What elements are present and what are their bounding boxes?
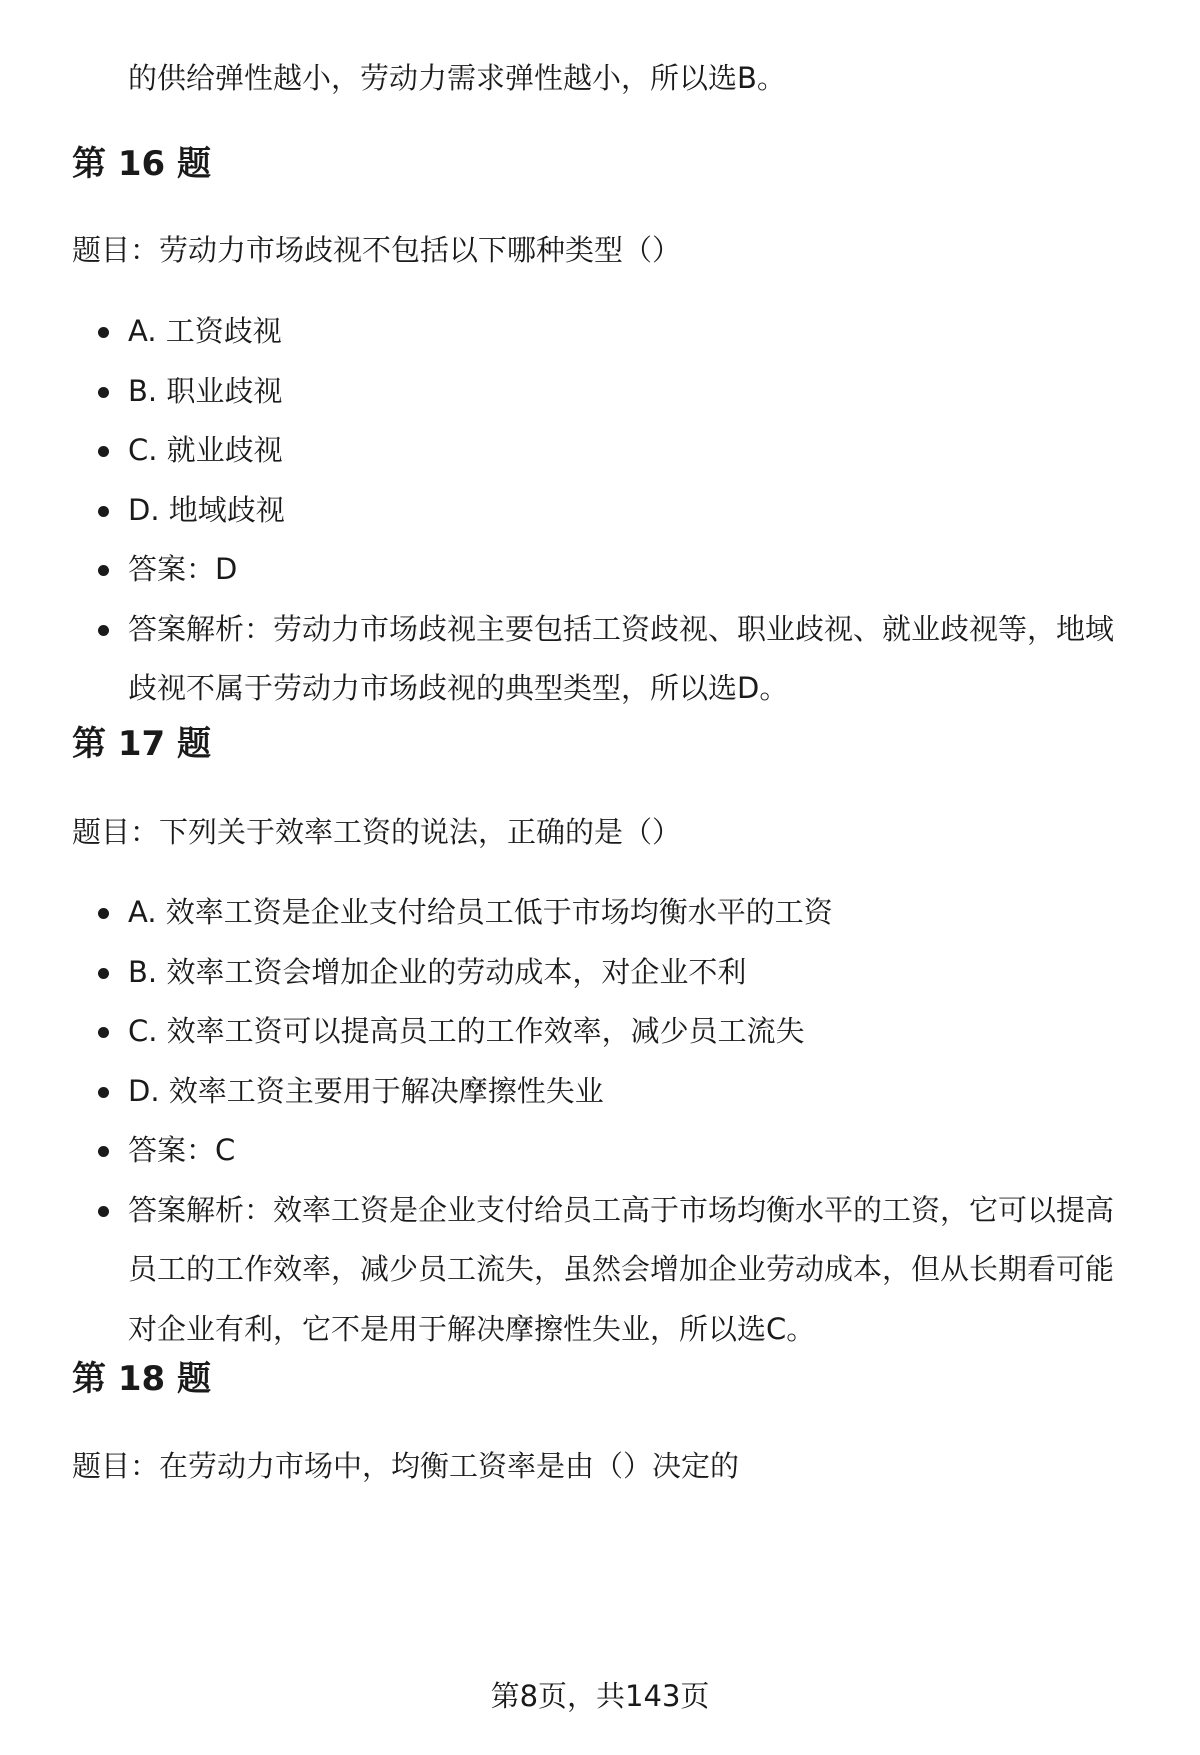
answer: 答案：C [0,1121,1200,1181]
continued-explanation: 的供给弹性越小，劳动力需求弹性越小，所以选B。 [128,61,786,95]
question-17-heading: 第 17 题 [72,724,211,764]
question-16-options [0,302,1200,719]
option-c: C. 效率工资可以提高员工的工作效率，减少员工流失 [0,1002,1200,1062]
option-d: D. 地域歧视 [0,481,1200,541]
page-number: 第8页，共143页 [490,1679,710,1713]
question-16-text: 题目：劳动力市场歧视不包括以下哪种类型（） [72,233,682,267]
question-16-heading: 第 16 题 [72,144,211,184]
option-d: D. 效率工资主要用于解决摩擦性失业 [0,1062,1200,1122]
answer-explanation: 答案解析：劳动力市场歧视主要包括工资歧视、职业歧视、就业歧视等，地域歧视不属于劳动力市场歧视的典型类型，所以选D。 [0,600,1200,719]
question-17-options [0,883,1200,1359]
option-a: A. 效率工资是企业支付给员工低于市场均衡水平的工资 [0,883,1200,943]
answer-explanation: 答案解析：效率工资是企业支付给员工高于市场均衡水平的工资，它可以提高员工的工作效率，减少员工流失，虽然会增加企业劳动成本，但从长期看可能对企业有利，它不是用于解决摩擦性失业，所以选C。 [0,1181,1200,1360]
question-17-text: 题目：下列关于效率工资的说法，正确的是（） [72,815,682,849]
answer: 答案：D [0,540,1200,600]
option-a: A. 工资歧视 [0,302,1200,362]
option-c: C. 就业歧视 [0,421,1200,481]
option-b: B. 效率工资会增加企业的劳动成本，对企业不利 [0,943,1200,1003]
option-b: B. 职业歧视 [0,362,1200,422]
question-18-text: 题目：在劳动力市场中，均衡工资率是由（）决定的 [72,1449,740,1483]
question-18-heading: 第 18 题 [72,1359,211,1399]
